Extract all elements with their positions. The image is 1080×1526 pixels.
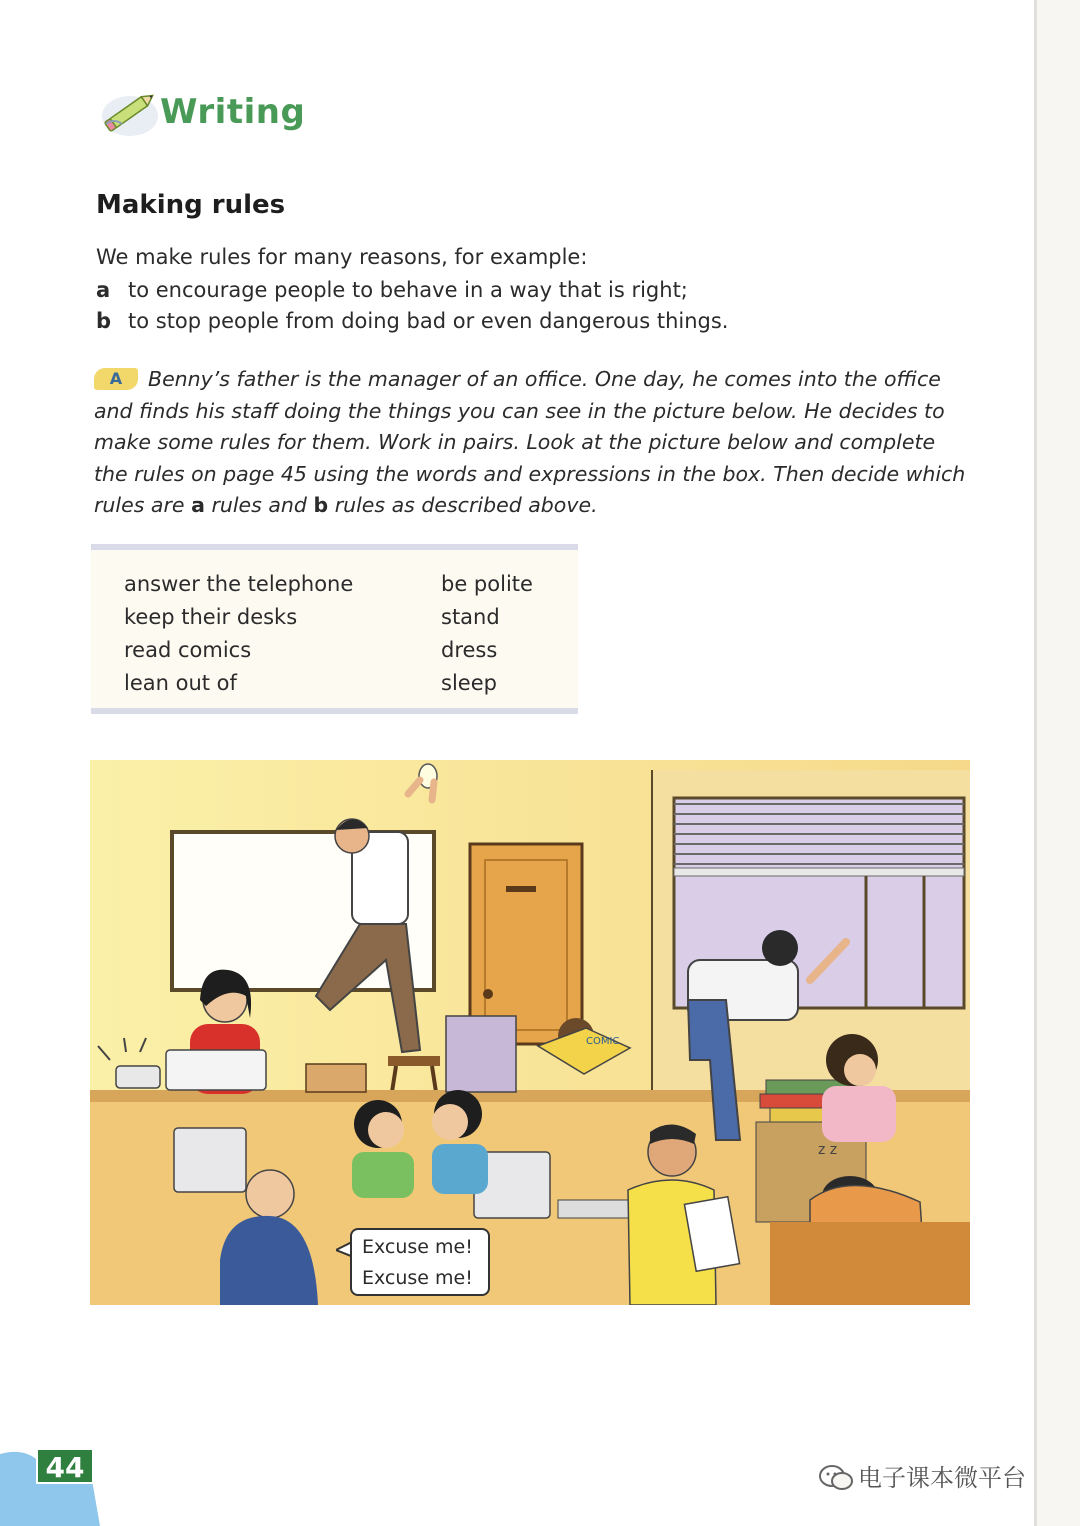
task-instructions [94, 364, 974, 522]
pencil-icon [100, 80, 162, 140]
printer [446, 1016, 516, 1092]
section-title: Writing [160, 92, 306, 132]
keyboard [558, 1200, 634, 1218]
word-box [91, 544, 578, 714]
section-header [100, 80, 340, 146]
task-text: Benny’s father is the manager of an office. One day, he comes into the office and finds his staff doing the things you can see in the picture below. He decides to make some rules for them. Work in pairs. Look at the picture below and complete the rules on page 45 using the words and expressions in the box. Then decide which rules are [94, 367, 966, 517]
reason-marker: a [96, 278, 111, 302]
task-marker-b: b [313, 493, 329, 517]
word-item: answer the telephone [124, 572, 354, 596]
task-text: rules as described above. [334, 493, 598, 517]
task-marker-a: a [191, 493, 205, 517]
reason-marker: b [96, 309, 112, 333]
intro-text: We make rules for many reasons, for example: [96, 245, 588, 269]
speech-bubble [350, 1228, 490, 1296]
door [470, 844, 582, 1044]
watermark-text: 电子课本微平台 [858, 1464, 1026, 1492]
svg-text:z z: z z [818, 1142, 838, 1158]
speech-line: Excuse me! [362, 1267, 473, 1289]
word-item: sleep [441, 671, 497, 695]
word-item: keep their desks [124, 605, 298, 629]
page-number: 44 [36, 1448, 94, 1484]
right-desk [770, 1222, 970, 1305]
speech-line: Excuse me! [362, 1236, 473, 1258]
page-edge [1034, 0, 1037, 1526]
stool [388, 1056, 440, 1066]
word-item: dress [441, 638, 498, 662]
subheading: Making rules [96, 190, 286, 220]
reason-text: to encourage people to behave in a way that is right; [128, 278, 688, 302]
comic-cover-label: COMIC [586, 1036, 620, 1047]
computer-monitor [174, 1128, 246, 1192]
window-blinds [674, 804, 964, 864]
wechat-icon [818, 1464, 854, 1492]
file-stack [306, 1064, 366, 1092]
word-item: read comics [124, 638, 252, 662]
task-text: rules and [211, 493, 307, 517]
reason-list [96, 275, 728, 337]
word-item: be polite [441, 572, 533, 596]
fax-machine [166, 1050, 266, 1090]
word-item: lean out of [124, 671, 237, 695]
reason-item [96, 275, 728, 306]
word-list-right [441, 568, 533, 700]
word-list-left [124, 568, 353, 700]
office-illustration [90, 760, 970, 1305]
word-item: stand [441, 605, 500, 629]
task-badge: A [94, 368, 138, 390]
reason-item [96, 306, 728, 337]
reason-text: to stop people from doing bad or even dangerous things. [128, 309, 729, 333]
